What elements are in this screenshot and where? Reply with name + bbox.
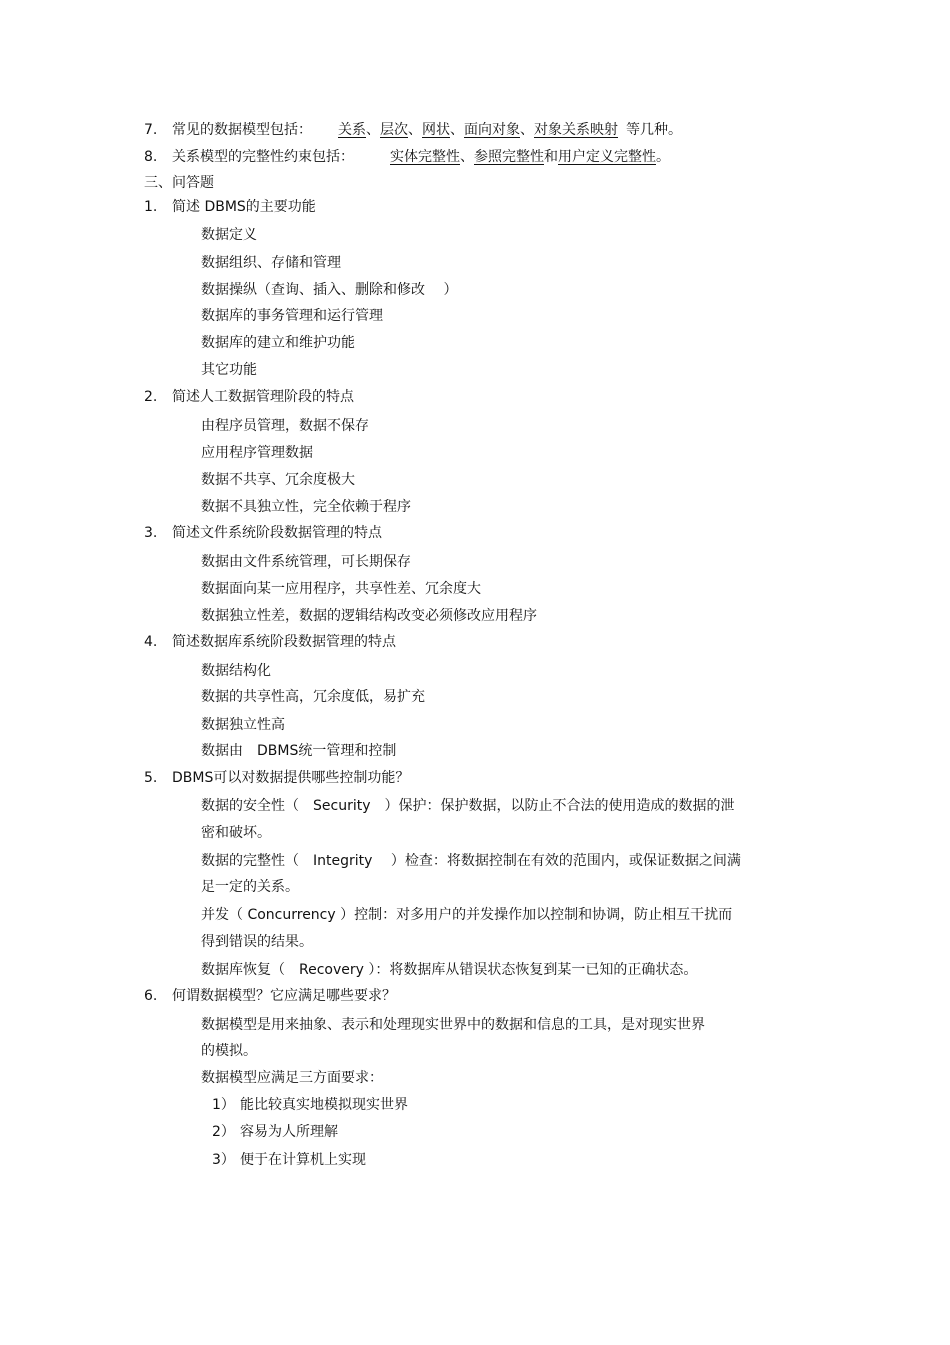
answer-text: 并发（ Concurrency ）控制：对多用户的并发操作加以控制和协调，防止相互干扰而	[201, 907, 733, 923]
sub-item-text: 容易为人所理解	[240, 1124, 338, 1140]
answer-text: 数据的共享性高，冗余度低，易扩充	[201, 689, 425, 705]
answer-text: 其它功能	[201, 362, 257, 378]
answer-text: 数据库的事务管理和运行管理	[201, 308, 383, 324]
question-text: 何谓数据模型？它应满足哪些要求？	[172, 988, 396, 1004]
question-text: 简述 DBMS的主要功能	[172, 199, 316, 215]
answer-text: 由程序员管理，数据不保存	[201, 418, 369, 434]
question-number: 5.	[144, 770, 158, 786]
answer-text: 数据模型应满足三方面要求：	[201, 1070, 383, 1086]
answer-text: 数据操纵（查询、插入、删除和修改 ）	[201, 282, 458, 298]
answer-text: 数据不具独立性，完全依赖于程序	[201, 499, 411, 515]
item-text	[172, 147, 670, 167]
question-number: 2.	[144, 389, 158, 405]
item-suffix: 等几种。	[626, 122, 682, 138]
separator: 、	[460, 149, 474, 165]
answer-text: 数据的完整性（ Integrity ）检查：将数据控制在有效的范围内，或保证数据之间满	[201, 853, 741, 869]
answer-text: 数据独立性差，数据的逻辑结构改变必须修改应用程序	[201, 608, 537, 624]
sub-item-text: 能比较真实地模拟现实世界	[240, 1097, 408, 1113]
separator: 和	[544, 149, 558, 165]
answer-text: 密和破坏。	[201, 825, 271, 841]
sub-item-number: 1）	[212, 1097, 235, 1113]
answer-text: 应用程序管理数据	[201, 445, 313, 461]
answer-text: 得到错误的结果。	[201, 934, 313, 950]
answer-blank: 层次	[380, 122, 408, 138]
answer-blank: 实体完整性	[390, 149, 460, 165]
answer-text: 数据库恢复（ Recovery ）：将数据库从错误状态恢复到某一已知的正确状态。	[201, 962, 698, 978]
answer-text: 数据独立性高	[201, 717, 285, 733]
answer-text: 数据的安全性（ Security ）保护：保护数据，以防止不合法的使用造成的数据的泄	[201, 798, 735, 814]
answer-blank: 用户定义完整性	[558, 149, 656, 165]
answer-blank: 关系	[338, 122, 366, 138]
question-text: 简述数据库系统阶段数据管理的特点	[172, 634, 396, 650]
separator: 、	[520, 122, 534, 138]
sub-item-number: 3）	[212, 1152, 235, 1168]
separator: 、	[450, 122, 464, 138]
answer-text: 数据库的建立和维护功能	[201, 335, 355, 351]
question-text: 简述文件系统阶段数据管理的特点	[172, 525, 382, 541]
item-prefix: 关系模型的完整性约束包括：	[172, 149, 354, 165]
separator: 、	[408, 122, 422, 138]
item-prefix: 常见的数据模型包括：	[172, 122, 312, 138]
question-number: 1.	[144, 199, 158, 215]
answer-text: 数据结构化	[201, 663, 271, 679]
item-text	[172, 120, 682, 140]
answer-text: 数据定义	[201, 227, 257, 243]
answer-blank: 网状	[422, 122, 450, 138]
answer-blank: 面向对象	[464, 122, 520, 138]
answer-text: 足一定的关系。	[201, 879, 299, 895]
answer-text: 数据模型是用来抽象、表示和处理现实世界中的数据和信息的工具，是对现实世界	[201, 1017, 705, 1033]
separator: 、	[366, 122, 380, 138]
answer-text: 的模拟。	[201, 1043, 257, 1059]
item-suffix: 。	[656, 149, 670, 165]
answer-text: 数据由 DBMS统一管理和控制	[201, 743, 397, 759]
answer-text: 数据组织、存储和管理	[201, 255, 341, 271]
sub-item-number: 2）	[212, 1124, 235, 1140]
answer-blank: 对象关系映射	[534, 122, 618, 138]
answer-text: 数据面向某一应用程序，共享性差、冗余度大	[201, 581, 481, 597]
answer-text: 数据由文件系统管理，可长期保存	[201, 554, 411, 570]
question-text: 简述人工数据管理阶段的特点	[172, 389, 354, 405]
item-number: 8.	[144, 149, 158, 165]
item-number: 7.	[144, 122, 158, 138]
question-number: 6.	[144, 988, 158, 1004]
question-number: 4.	[144, 634, 158, 650]
answer-blank: 参照完整性	[474, 149, 544, 165]
section-title-text: 三、问答题	[144, 175, 214, 191]
sub-item-text: 便于在计算机上实现	[240, 1152, 366, 1168]
answer-text: 数据不共享、冗余度极大	[201, 472, 355, 488]
question-text: DBMS可以对数据提供哪些控制功能？	[172, 770, 410, 786]
question-number: 3.	[144, 525, 158, 541]
